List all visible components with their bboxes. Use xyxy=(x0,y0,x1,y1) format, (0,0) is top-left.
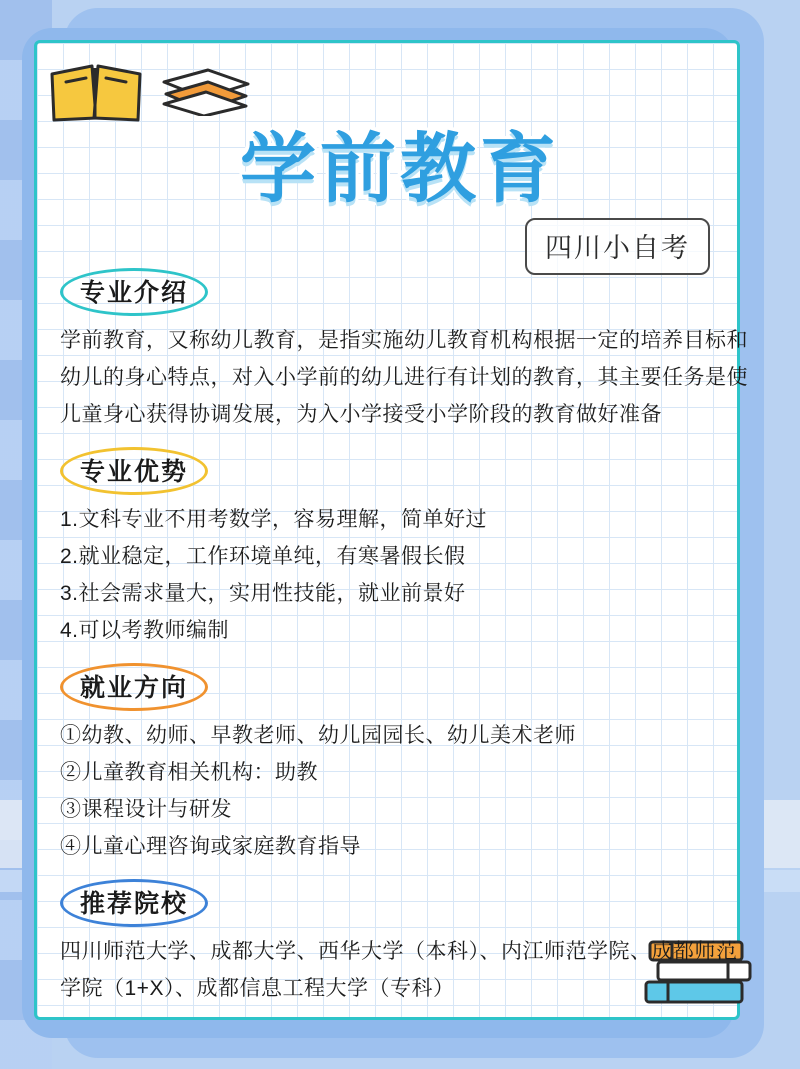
section-heading-recommended-schools xyxy=(60,879,208,927)
section-body-major-advantages xyxy=(60,501,750,649)
body-line: ④儿童心理咨询或家庭教育指导 xyxy=(60,835,361,858)
section-major-introduction xyxy=(60,268,750,433)
section-heading-career-directions xyxy=(60,663,208,711)
section-heading-major-advantages xyxy=(60,447,208,495)
section-body-major-introduction xyxy=(60,322,750,433)
body-line: 4.可以考教师编制 xyxy=(60,619,230,642)
section-heading-text: 专业介绍 xyxy=(80,279,189,307)
section-heading-major-introduction xyxy=(60,268,208,316)
body-line: ②儿童教育相关机构：助教 xyxy=(60,761,318,784)
body-line: 3.社会需求量大，实用性技能，就业前景好 xyxy=(60,582,466,605)
body-line: 1.文科专业不用考数学，容易理解，简单好过 xyxy=(60,508,488,531)
subtitle-badge: 四川小自考 xyxy=(525,218,710,275)
section-heading-text: 专业优势 xyxy=(80,458,189,486)
page-title: 学前教育 xyxy=(240,127,560,212)
section-heading-text: 推荐院校 xyxy=(80,890,189,918)
body-line: 2.就业稳定，工作环境单纯，有寒暑假长假 xyxy=(60,545,466,568)
section-body-career-directions xyxy=(60,717,750,865)
section-body-recommended-schools xyxy=(60,933,750,1007)
subtitle-badge-wrapper xyxy=(525,218,710,275)
section-major-advantages xyxy=(60,447,750,649)
body-line: ③课程设计与研发 xyxy=(60,798,232,821)
section-recommended-schools xyxy=(60,879,750,1007)
body-line: 学前教育，又称幼儿教育，是指实施幼儿教育机构根据一定的培养目标和幼儿的身心特点，对入小学前的幼儿进行有计划的教育，其主要任务是使儿童身心获得协调发展，为入小学接受小学阶段的教育做好准备 xyxy=(60,329,748,426)
body-line: 四川师范大学、成都大学、西华大学（本科）、内江师范学院、成都师范学院（1+X）、成都信息工程大学（专科） xyxy=(60,940,738,1000)
section-career-directions xyxy=(60,663,750,865)
sections-container xyxy=(60,268,750,1021)
section-heading-text: 就业方向 xyxy=(80,674,189,702)
body-line: ①幼教、幼师、早教老师、幼儿园园长、幼儿美术老师 xyxy=(60,724,576,747)
